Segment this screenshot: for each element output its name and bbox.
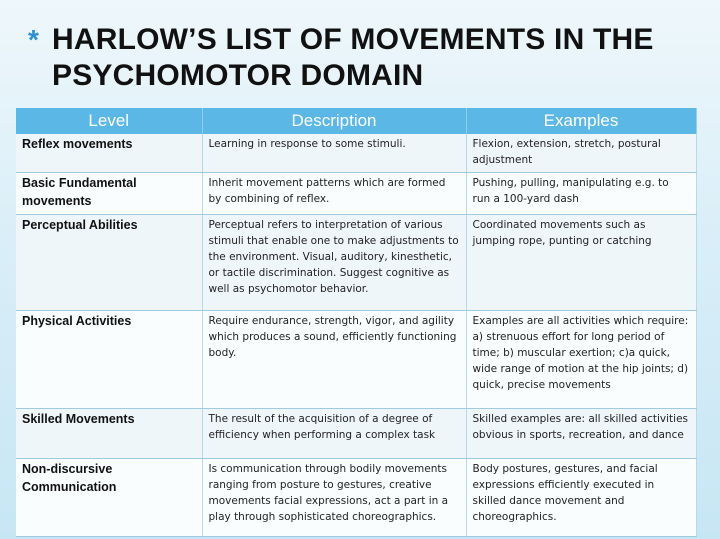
description-cell: Is communication through bodily movements ranging from posture to gestures, creative movements facial expressions, act a part in a play through sophisticated choreographics. bbox=[202, 459, 466, 537]
level-cell: Perceptual Abilities bbox=[16, 215, 202, 311]
slide-title: HARLOW’S LIST OF MOVEMENTS IN THE PSYCHOMOTOR DOMAIN bbox=[52, 23, 654, 92]
header-examples: Examples bbox=[466, 108, 696, 134]
examples-cell: Coordinated movements such as jumping rope, punting or catching bbox=[466, 215, 696, 311]
table-row bbox=[16, 459, 696, 537]
table-row bbox=[16, 409, 696, 459]
level-cell: Basic Fundamental movements bbox=[16, 173, 202, 215]
table-header-row bbox=[16, 108, 696, 134]
table-row bbox=[16, 311, 696, 409]
title-area bbox=[28, 22, 708, 94]
examples-cell: Examples are all activities which require: a) strenuous effort for long period of time; b) muscular exertion; c)a quick, wide range of motion at the hip joints; d) quick, precise movements bbox=[466, 311, 696, 409]
movements-table bbox=[16, 108, 697, 537]
level-cell: Reflex movements bbox=[16, 134, 202, 173]
description-cell: Inherit movement patterns which are formed by combining of reflex. bbox=[202, 173, 466, 215]
examples-cell: Pushing, pulling, manipulating e.g. to run a 100-yard dash bbox=[466, 173, 696, 215]
description-cell: Learning in response to some stimuli. bbox=[202, 134, 466, 173]
examples-cell: Flexion, extension, stretch, postural adjustment bbox=[466, 134, 696, 173]
examples-cell: Body postures, gestures, and facial expressions efficiently executed in skilled dance movement and choreographics. bbox=[466, 459, 696, 537]
title-bullet: * bbox=[28, 24, 39, 55]
level-cell: Skilled Movements bbox=[16, 409, 202, 459]
header-description: Description bbox=[202, 108, 466, 134]
table-row bbox=[16, 173, 696, 215]
table-row bbox=[16, 215, 696, 311]
description-cell: Require endurance, strength, vigor, and agility which produces a sound, efficiently functioning body. bbox=[202, 311, 466, 409]
level-cell: Non-discursive Communication bbox=[16, 459, 202, 537]
table-row bbox=[16, 134, 696, 173]
description-cell: The result of the acquisition of a degree of efficiency when performing a complex task bbox=[202, 409, 466, 459]
header-level: Level bbox=[16, 108, 202, 134]
description-cell: Perceptual refers to interpretation of various stimuli that enable one to make adjustments to the environment. Visual, auditory, kinesthetic, or tactile discrimination. Suggest cognitive as well as psychomotor behavior. bbox=[202, 215, 466, 311]
examples-cell: Skilled examples are: all skilled activities obvious in sports, recreation, and dance bbox=[466, 409, 696, 459]
level-cell: Physical Activities bbox=[16, 311, 202, 409]
